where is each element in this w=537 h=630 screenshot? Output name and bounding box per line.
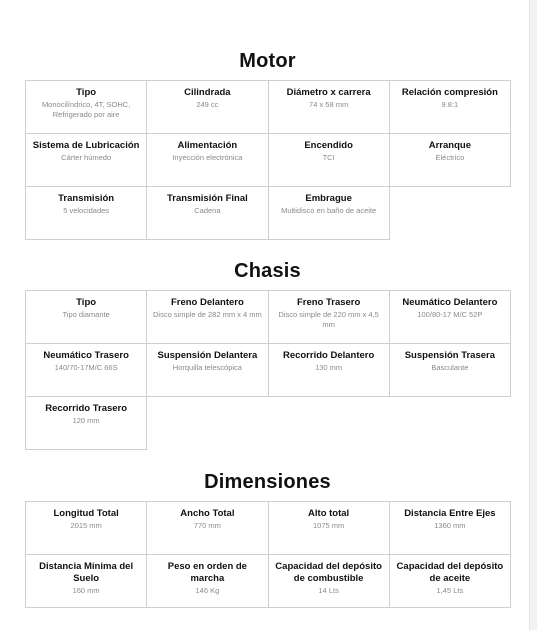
spec-cell [268,343,390,397]
spec-value: 160 mm [72,586,100,595]
section-title-motor: Motor [239,50,296,72]
spec-value: 249 cc [196,100,219,109]
spec-value: 5 velocidades [63,206,110,215]
spec-cell [25,290,147,344]
spec-cell [389,343,511,397]
spec-label: Arranque [428,140,471,151]
spec-label: Diámetro x carrera [286,87,371,98]
dimensiones-section [25,470,510,607]
spec-cell [268,290,390,344]
spec-label: Transmisión [58,193,115,204]
spec-value: 14 Lts [318,586,339,595]
spec-value: Monocilíndrico, 4T, SOHC, Refrigerado por aire [41,100,131,119]
spec-cell [146,501,268,555]
spec-cell [25,80,147,134]
spec-label: Distancia Mínima del Suelo [39,561,134,584]
spec-cell [268,186,390,240]
spec-label: Freno Delantero [170,297,244,308]
spec-value: Horquilla telescópica [172,363,242,372]
spec-value: Cárter húmedo [61,153,112,162]
spec-label: Neumático Delantero [402,297,498,308]
spec-cell [268,501,390,555]
spec-label: Tipo [76,297,97,308]
spec-cell [25,133,147,187]
spec-label: Relación compresión [401,87,498,98]
spec-value: 1,45 Lts [436,586,464,595]
section-title-chasis: Chasis [234,260,301,282]
spec-label: Suspensión Delantera [157,350,258,361]
spec-value: 130 mm [315,363,343,372]
spec-label: Alimentación [177,140,238,151]
spec-label: Recorrido Delantero [282,350,375,361]
dimensiones-spec-grid [25,501,510,607]
spec-label: Ancho Total [180,508,235,519]
spec-label: Distancia Entre Ejes [404,508,496,519]
spec-label: Embrague [305,193,352,204]
spec-value: 9.8:1 [441,100,459,109]
spec-cell [268,554,390,608]
spec-cell [389,290,511,344]
motor-spec-grid [25,80,510,239]
spec-label: Sistema de Lubricación [32,140,140,151]
spec-value: TCI [322,153,335,162]
spec-label: Capacidad del depósito de aceite [396,561,504,584]
spec-value: 146 Kg [195,586,220,595]
spec-cell [146,343,268,397]
spec-cell [25,554,147,608]
spec-cell [25,186,147,240]
spec-cell [389,501,511,555]
spec-label: Tipo [76,87,97,98]
spec-cell [146,186,268,240]
spec-label: Freno Trasero [296,297,361,308]
spec-value: 140/70-17M/C 66S [54,363,118,372]
spec-value: Cadena [194,206,221,215]
spec-cell [389,133,511,187]
spec-cell [146,290,268,344]
spec-value: 770 mm [193,521,221,530]
spec-label: Alto total [308,508,350,519]
spec-value: 1075 mm [312,521,345,530]
section-title-dimensiones: Dimensiones [204,471,331,493]
spec-cell [146,554,268,608]
spec-label: Recorrido Trasero [45,403,128,414]
spec-value: 120 mm [72,416,100,425]
spec-value: Multidisco en baño de aceite [281,206,377,215]
spec-label: Peso en orden de marcha [167,561,247,584]
motor-section [25,49,510,239]
spec-label: Longitud Total [53,508,119,519]
spec-label: Suspensión Trasera [404,350,496,361]
spec-value: 1360 mm [434,521,466,530]
spec-value: 2015 mm [70,521,102,530]
spec-cell [268,133,390,187]
spec-cell [389,554,511,608]
spec-value: Basculante [431,363,469,372]
spec-cell [389,80,511,134]
chasis-section [25,259,510,449]
spec-cell [25,396,147,450]
chasis-spec-grid [25,290,510,449]
spec-value: Disco simple de 220 mm x 4,5 mm [278,310,379,329]
spec-value: Inyección electrónica [172,153,243,162]
spec-value: Disco simple de 282 mm x 4 mm [152,310,262,319]
spec-cell [146,80,268,134]
spec-cell [25,343,147,397]
spec-label: Transmisión Final [166,193,248,204]
scrollbar[interactable] [529,0,537,630]
spec-label: Neumático Trasero [43,350,129,361]
spec-cell [146,133,268,187]
spec-cell [25,501,147,555]
spec-label: Encendido [304,140,353,151]
spec-cell [268,80,390,134]
spec-label: Cilindrada [184,87,231,98]
spec-value: Eléctrico [435,153,465,162]
spec-label: Capacidad del depósito de combustible [275,561,382,584]
spec-value: 100/80-17 M/C 52P [417,310,483,319]
spec-value: Tipo diamante [62,310,110,319]
spec-value: 74 x 58 mm [309,100,349,109]
